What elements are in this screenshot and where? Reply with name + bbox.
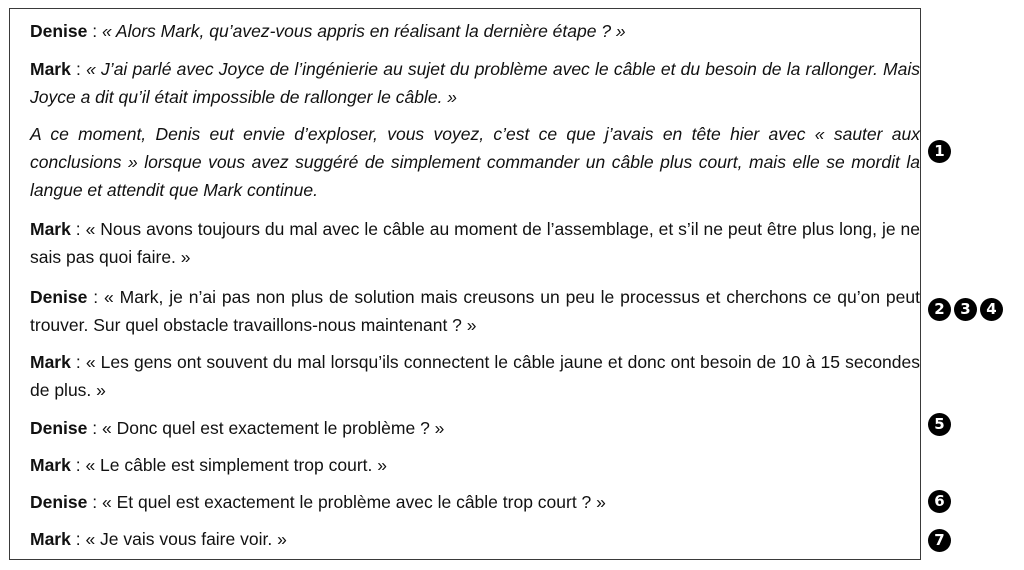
marker-group-1: [928, 140, 951, 166]
speaker-separator: :: [70, 59, 87, 79]
speaker-name: Denise: [30, 21, 88, 41]
speaker-name: Mark: [30, 529, 71, 549]
dialogue-line-6: [30, 348, 920, 404]
speaker-separator: :: [70, 219, 86, 239]
marker-group-5: [928, 413, 951, 439]
speaker-separator: :: [87, 21, 102, 41]
dialogue-line-8: [30, 451, 920, 479]
marker-group-7: [928, 529, 951, 555]
dialogue-line-4: [30, 215, 920, 271]
speaker-name: Denise: [30, 418, 88, 438]
dialogue-line-5: [30, 283, 920, 339]
line-text: « Mark, je n’ai pas non plus de solution mais creusons un peu le processus et cherchons ce qu’on peut trouver. Sur quel obstacle travaillons-nous maintenant ? »: [30, 287, 920, 335]
speaker-name: Denise: [30, 287, 88, 307]
line-text: « Alors Mark, qu’avez-vous appris en réalisant la dernière étape ? »: [101, 21, 626, 41]
number-circle-5-icon: 5: [928, 413, 951, 436]
narration-text: A ce moment, Denis eut envie d’exploser, vous voyez, c’est ce que j’avais en tête hier avec « sauter aux conclusions » lorsque vous avez suggéré de simplement commander un câble plus court, mais elle se mordit la langue et attendit que Mark continue.: [30, 124, 920, 200]
speaker-name: Mark: [30, 219, 71, 239]
speaker-name: Denise: [30, 492, 88, 512]
number-circle-2-icon: 2: [928, 298, 951, 321]
line-text: « Le câble est simplement trop court. »: [85, 455, 387, 475]
speaker-separator: :: [70, 529, 86, 549]
line-text: « Les gens ont souvent du mal lorsqu’ils connectent le câble jaune et donc ont besoin de 10 à 15 secondes de plus. »: [30, 352, 920, 400]
line-text: « Je vais vous faire voir. »: [85, 529, 287, 549]
speaker-separator: :: [70, 455, 86, 475]
number-circle-6-icon: 6: [928, 490, 951, 513]
dialogue-line-9: [30, 488, 920, 516]
number-circle-4-icon: 4: [980, 298, 1003, 321]
line-text: « Et quel est exactement le problème avec le câble trop court ? »: [101, 492, 606, 512]
number-circle-1-icon: 1: [928, 140, 951, 163]
speaker-separator: :: [87, 492, 102, 512]
dialogue-line-1: [30, 17, 920, 45]
line-text: « J’ai parlé avec Joyce de l’ingénierie au sujet du problème avec le câble et du besoin de la rallonger. Mais Joyce a dit qu’il était impossible de rallonger le câble. »: [30, 59, 921, 107]
line-text: « Donc quel est exactement le problème ? »: [101, 418, 445, 438]
dialogue-box: [9, 8, 921, 560]
speaker-separator: :: [70, 352, 86, 372]
speaker-name: Mark: [30, 455, 71, 475]
dialogue-line-7: [30, 414, 920, 442]
marker-group-2-4: [928, 298, 1003, 324]
number-circle-3-icon: 3: [954, 298, 977, 321]
speaker-separator: :: [87, 287, 105, 307]
line-text: « Nous avons toujours du mal avec le câble au moment de l’assemblage, et s’il ne peut être plus long, je ne sais pas quoi faire. »: [30, 219, 920, 267]
dialogue-line-10: [30, 525, 920, 553]
speaker-name: Mark: [30, 352, 71, 372]
number-circle-7-icon: 7: [928, 529, 951, 552]
speaker-name: Mark: [30, 59, 71, 79]
marker-group-6: [928, 490, 951, 516]
speaker-separator: :: [87, 418, 102, 438]
narration-paragraph: [30, 120, 920, 204]
dialogue-line-2: [30, 55, 920, 111]
